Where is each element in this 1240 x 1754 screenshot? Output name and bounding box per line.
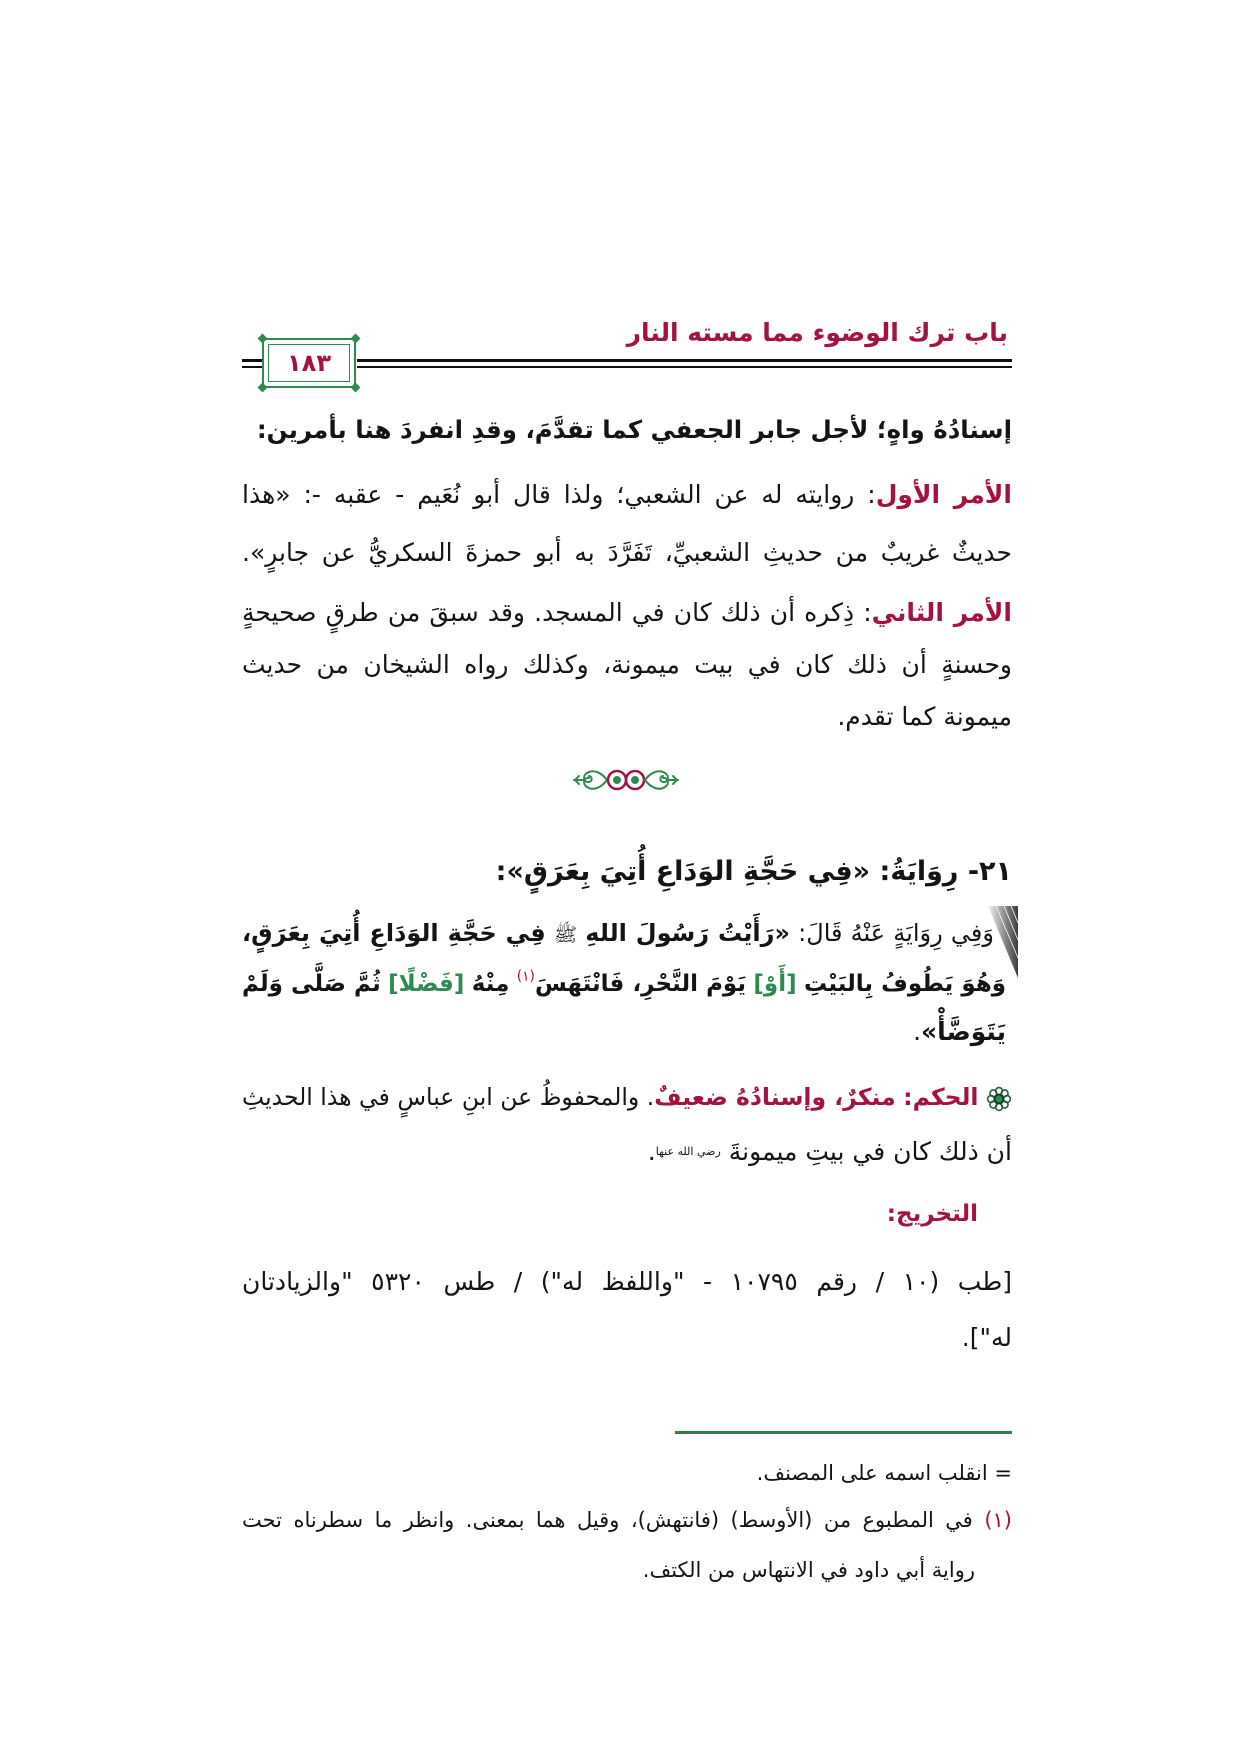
footnote-reference: (١) (516, 968, 535, 985)
ornament-right-scroll (645, 771, 678, 789)
header-rule-left-thin (242, 366, 262, 368)
ruling-text-2: أن ذلك كان في بيتِ ميمونةَ (728, 1137, 1012, 1166)
ruling-line-1 (242, 1072, 1012, 1122)
hadith-line-3 (242, 1007, 1006, 1057)
first-matter-label: الأمر الأول (875, 480, 1012, 509)
takhrij-label: التخريج: (886, 1201, 978, 1227)
takhrij-line-1: [طب (١٠ / رقم ١٠٧٩٥ - "واللفظ له") / طس ٥٣٢٠ "والزيادتان (242, 1267, 1012, 1296)
hadith-text-2c: مِنْهُ (471, 971, 510, 997)
header-rule-left-thick (242, 359, 262, 362)
second-matter-label: الأمر الثاني (871, 598, 1012, 627)
takhrij-line-2: له"]. (961, 1323, 1012, 1352)
rosette-icon (986, 1086, 1012, 1112)
variant-reading-2: [فَضْلًا] (388, 971, 465, 997)
second-matter-line-3: ميمونة كما تقدم. (837, 702, 1012, 731)
hadith-end-period: . (913, 1017, 922, 1046)
page-number-inner-frame (268, 344, 350, 382)
footnote-1-line-1 (242, 1498, 1012, 1542)
frame-corner-ornament (258, 383, 268, 393)
narration-heading: ٢١- رِوَايَةُ: «فِي حَجَّةِ الوَدَاعِ أُتِيَ بِعَرَقٍ»: (495, 856, 1012, 887)
footnote-1-marker: (١) (984, 1508, 1012, 1532)
header-rule-thin (357, 366, 1012, 368)
first-matter-line-2: حديثٌ غريبٌ من حديثِ الشعبيِّ، تَفَرَّدَ به أبو حمزةَ السكريُّ عن جابرٍ». (242, 538, 1012, 567)
ruling-text-1: . والمحفوظُ عن ابنِ عباسٍ في هذا الحديثِ (242, 1083, 655, 1111)
chapter-title: باب ترك الوضوء مما مسته النار (626, 318, 1008, 347)
footnote-separator (675, 1431, 1012, 1434)
ruling-verdict: منكرٌ، وإسنادُهُ ضعيفٌ (654, 1083, 896, 1111)
variant-reading-1: [أَوْ] (753, 971, 797, 997)
hadith-intro: وَفِي رِوَايَةٍ عَنْهُ قَالَ: (798, 919, 994, 947)
footnote-continued: = انقلب اسمه على المصنف. (756, 1461, 1012, 1485)
page-number-frame (262, 338, 356, 388)
ruling-line-2 (242, 1127, 1012, 1177)
floral-ornament-icon (571, 764, 681, 796)
second-matter-line-1 (242, 588, 1012, 638)
header-rule-thick (357, 359, 1012, 362)
hadith-text-2a: وَهُوَ يَطُوفُ بِالبَيْتِ (804, 971, 1007, 997)
first-matter-text: : روايته له عن الشعبي؛ ولذا قال أبو نُعَيم - عقبه -: «هذا (242, 480, 876, 509)
frame-corner-ornament (351, 383, 361, 393)
second-matter-line-2: وحسنةٍ أن ذلك كان في بيت ميمونة، وكذلك رواه الشيخان من حديث (242, 650, 1012, 679)
hadith-line-1 (242, 908, 994, 960)
hadith-text-1b: فِي حَجَّةِ الوَدَاعِ أُتِيَ بِعَرَقٍ، (242, 919, 546, 947)
footnote-1-text: في المطبوع من (الأوسط) (فانتهش)، وقيل هما بمعنى. وانظر ما سطرناه تحت (242, 1508, 973, 1532)
hadith-text-2b: يَوْمَ النَّحْرِ، فَانْتَهَسَ (534, 971, 746, 997)
radiallahu-anha-symbol: رضي الله عنها (655, 1144, 721, 1158)
hadith-text-3: يَتَوَضَّأْ» (921, 1017, 1006, 1046)
hadith-text-2d: ثُمَّ صَلَّى وَلَمْ (242, 971, 381, 997)
page-number: ١٨٣ (287, 349, 331, 377)
isnad-intro-line: إسنادُهُ واهٍ؛ لأجل جابر الجعفي كما تقدَّمَ، وقدِ انفردَ هنا بأمرين: (256, 415, 1012, 444)
salutation-symbol: ﷺ (553, 923, 578, 946)
hadith-text-1a: «رَأَيْتُ رَسُولَ اللهِ (585, 919, 790, 947)
ornament-left-scroll (574, 771, 607, 789)
first-matter-line-1 (242, 470, 1012, 520)
ruling-label: الحكم: (903, 1083, 979, 1111)
ornament-rosettes (608, 771, 644, 789)
second-matter-text: : ذِكره أن ذلك كان في المسجد. وقد سبقَ من طرقٍ صحيحةٍ (242, 598, 872, 627)
hadith-line-2 (242, 959, 1006, 1009)
ruling-end-period: . (647, 1137, 656, 1166)
footnote-1-line-2: رواية أبي داود في الانتهاس من الكتف. (642, 1558, 975, 1582)
